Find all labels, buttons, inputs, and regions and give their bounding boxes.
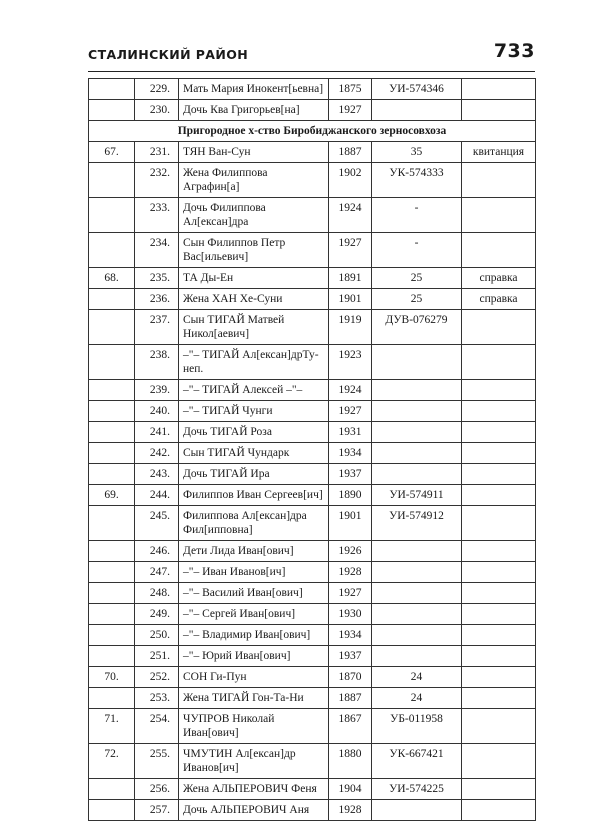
- person-name: Дочь АЛЬПЕРОВИЧ Аня: [179, 800, 329, 821]
- family-number: [89, 506, 135, 541]
- family-number: [89, 310, 135, 345]
- note: [462, 779, 536, 800]
- family-number: [89, 464, 135, 485]
- person-name: ТА Ды-Ен: [179, 268, 329, 289]
- person-name: –"– ТИГАЙ Чунги: [179, 401, 329, 422]
- person-number: 248.: [135, 583, 179, 604]
- table-row: [89, 198, 536, 233]
- person-number: 236.: [135, 289, 179, 310]
- document-number: [372, 583, 462, 604]
- birth-year: 1937: [329, 464, 372, 485]
- note: справка: [462, 289, 536, 310]
- table-row: [89, 401, 536, 422]
- birth-year: 1870: [329, 667, 372, 688]
- birth-year: 1887: [329, 688, 372, 709]
- person-number: 250.: [135, 625, 179, 646]
- document-number: [372, 380, 462, 401]
- document-number: ДУВ-076279: [372, 310, 462, 345]
- family-number: [89, 100, 135, 121]
- person-name: Сын ТИГАЙ Чундарк: [179, 443, 329, 464]
- family-number: [89, 604, 135, 625]
- birth-year: 1927: [329, 583, 372, 604]
- birth-year: 1937: [329, 646, 372, 667]
- table-row: [89, 541, 536, 562]
- person-number: 235.: [135, 268, 179, 289]
- note: [462, 800, 536, 821]
- register-table-body: [89, 79, 536, 821]
- family-number: [89, 422, 135, 443]
- note: [462, 625, 536, 646]
- document-number: 24: [372, 667, 462, 688]
- note: [462, 688, 536, 709]
- person-name: Дочь ТИГАЙ Ира: [179, 464, 329, 485]
- person-name: Сын Филиппов Петр Вас[ильевич]: [179, 233, 329, 268]
- birth-year: 1890: [329, 485, 372, 506]
- birth-year: 1928: [329, 562, 372, 583]
- table-row: [89, 667, 536, 688]
- person-number: 241.: [135, 422, 179, 443]
- table-row: [89, 800, 536, 821]
- birth-year: 1880: [329, 744, 372, 779]
- birth-year: 1902: [329, 163, 372, 198]
- document-number: [372, 345, 462, 380]
- note: [462, 163, 536, 198]
- person-name: Мать Мария Инокент[ьевна]: [179, 79, 329, 100]
- table-row: [89, 163, 536, 198]
- birth-year: 1891: [329, 268, 372, 289]
- person-name: –"– ТИГАЙ Ал[ексан]дрТу-неп.: [179, 345, 329, 380]
- person-name: Дочь Ква Григорьев[на]: [179, 100, 329, 121]
- table-row: [89, 268, 536, 289]
- table-row: [89, 443, 536, 464]
- note: [462, 485, 536, 506]
- table-row: [89, 79, 536, 100]
- person-number: 255.: [135, 744, 179, 779]
- document-number: [372, 443, 462, 464]
- birth-year: 1904: [329, 779, 372, 800]
- family-number: [89, 79, 135, 100]
- person-number: 249.: [135, 604, 179, 625]
- person-number: 232.: [135, 163, 179, 198]
- note: [462, 345, 536, 380]
- note: [462, 562, 536, 583]
- note: [462, 380, 536, 401]
- note: справка: [462, 268, 536, 289]
- table-row: [89, 625, 536, 646]
- table-row: [89, 380, 536, 401]
- birth-year: 1875: [329, 79, 372, 100]
- family-number: 67.: [89, 142, 135, 163]
- table-row: [89, 289, 536, 310]
- family-number: [89, 289, 135, 310]
- person-number: 230.: [135, 100, 179, 121]
- person-number: 244.: [135, 485, 179, 506]
- table-row: [89, 310, 536, 345]
- birth-year: 1927: [329, 233, 372, 268]
- note: [462, 744, 536, 779]
- person-number: 234.: [135, 233, 179, 268]
- person-number: 257.: [135, 800, 179, 821]
- person-name: –"– Юрий Иван[ович]: [179, 646, 329, 667]
- person-name: Сын ТИГАЙ Матвей Никол[аевич]: [179, 310, 329, 345]
- family-number: [89, 688, 135, 709]
- note: [462, 422, 536, 443]
- person-name: ТЯН Ван-Сун: [179, 142, 329, 163]
- birth-year: 1927: [329, 401, 372, 422]
- family-number: 69.: [89, 485, 135, 506]
- note: [462, 443, 536, 464]
- table-row: [89, 422, 536, 443]
- note: [462, 709, 536, 744]
- birth-year: 1901: [329, 289, 372, 310]
- document-number: [372, 464, 462, 485]
- person-name: Жена ХАН Хе-Суни: [179, 289, 329, 310]
- note: [462, 401, 536, 422]
- note: [462, 79, 536, 100]
- person-name: Дети Лида Иван[ович]: [179, 541, 329, 562]
- person-number: 242.: [135, 443, 179, 464]
- document-number: УИ-574912: [372, 506, 462, 541]
- person-name: Дочь Филиппова Ал[ексан]дра: [179, 198, 329, 233]
- birth-year: 1923: [329, 345, 372, 380]
- table-row: [89, 779, 536, 800]
- person-number: 239.: [135, 380, 179, 401]
- family-number: [89, 562, 135, 583]
- person-number: 240.: [135, 401, 179, 422]
- document-number: [372, 401, 462, 422]
- person-name: –"– Иван Иванов[ич]: [179, 562, 329, 583]
- document-number: УИ-574911: [372, 485, 462, 506]
- family-number: [89, 625, 135, 646]
- document-number: 25: [372, 268, 462, 289]
- birth-year: 1927: [329, 100, 372, 121]
- document-number: [372, 562, 462, 583]
- person-number: 254.: [135, 709, 179, 744]
- note: [462, 583, 536, 604]
- table-row: [89, 485, 536, 506]
- note: [462, 541, 536, 562]
- birth-year: 1867: [329, 709, 372, 744]
- family-number: [89, 380, 135, 401]
- note: [462, 198, 536, 233]
- document-number: [372, 800, 462, 821]
- family-number: 70.: [89, 667, 135, 688]
- birth-year: 1919: [329, 310, 372, 345]
- family-number: [89, 541, 135, 562]
- note: квитанция: [462, 142, 536, 163]
- birth-year: 1924: [329, 380, 372, 401]
- document-number: [372, 604, 462, 625]
- document-number: УК-574333: [372, 163, 462, 198]
- register-table: [88, 78, 536, 821]
- document-number: УК-667421: [372, 744, 462, 779]
- person-name: Филиппова Ал[ексан]дра Фил[ипповна]: [179, 506, 329, 541]
- document-number: [372, 625, 462, 646]
- person-number: 233.: [135, 198, 179, 233]
- person-number: 252.: [135, 667, 179, 688]
- family-number: [89, 443, 135, 464]
- family-number: [89, 646, 135, 667]
- section-title: Пригородное х-ство Биробиджанского зерносовхоза: [89, 121, 536, 142]
- family-number: 68.: [89, 268, 135, 289]
- person-number: 243.: [135, 464, 179, 485]
- note: [462, 310, 536, 345]
- document-number: [372, 100, 462, 121]
- person-name: ЧУПРОВ Николай Иван[ович]: [179, 709, 329, 744]
- table-row: [89, 562, 536, 583]
- birth-year: 1934: [329, 625, 372, 646]
- note: [462, 506, 536, 541]
- birth-year: 1924: [329, 198, 372, 233]
- note: [462, 667, 536, 688]
- family-number: [89, 345, 135, 380]
- family-number: [89, 800, 135, 821]
- person-number: 251.: [135, 646, 179, 667]
- family-number: [89, 401, 135, 422]
- table-row: [89, 142, 536, 163]
- person-number: 247.: [135, 562, 179, 583]
- family-number: [89, 583, 135, 604]
- document-number: 25: [372, 289, 462, 310]
- birth-year: 1926: [329, 541, 372, 562]
- table-row: [89, 709, 536, 744]
- person-name: Жена АЛЬПЕРОВИЧ Феня: [179, 779, 329, 800]
- page-header: [88, 40, 535, 70]
- family-number: [89, 779, 135, 800]
- person-name: Жена Филиппова Аграфин[а]: [179, 163, 329, 198]
- person-number: 231.: [135, 142, 179, 163]
- family-number: [89, 198, 135, 233]
- document-number: [372, 646, 462, 667]
- person-number: 256.: [135, 779, 179, 800]
- table-row: [89, 688, 536, 709]
- document-number: [372, 422, 462, 443]
- person-name: Дочь ТИГАЙ Роза: [179, 422, 329, 443]
- note: [462, 646, 536, 667]
- person-number: 238.: [135, 345, 179, 380]
- document-number: -: [372, 198, 462, 233]
- note: [462, 604, 536, 625]
- family-number: 72.: [89, 744, 135, 779]
- table-row: [89, 583, 536, 604]
- table-row: [89, 345, 536, 380]
- table-row: [89, 464, 536, 485]
- page-number: 733: [493, 40, 535, 62]
- person-number: 229.: [135, 79, 179, 100]
- family-number: 71.: [89, 709, 135, 744]
- person-number: 246.: [135, 541, 179, 562]
- document-number: 35: [372, 142, 462, 163]
- person-name: СОН Ги-Пун: [179, 667, 329, 688]
- birth-year: 1928: [329, 800, 372, 821]
- birth-year: 1930: [329, 604, 372, 625]
- table-row: [89, 744, 536, 779]
- note: [462, 100, 536, 121]
- document-number: -: [372, 233, 462, 268]
- person-name: –"– ТИГАЙ Алексей –"–: [179, 380, 329, 401]
- birth-year: 1901: [329, 506, 372, 541]
- table-row: [89, 100, 536, 121]
- header-rule: [88, 71, 535, 72]
- document-number: УИ-574346: [372, 79, 462, 100]
- person-name: –"– Сергей Иван[ович]: [179, 604, 329, 625]
- table-row: [89, 604, 536, 625]
- document-number: УИ-574225: [372, 779, 462, 800]
- table-row: [89, 506, 536, 541]
- family-number: [89, 233, 135, 268]
- document-number: 24: [372, 688, 462, 709]
- document-number: [372, 541, 462, 562]
- section-row: [89, 121, 536, 142]
- family-number: [89, 163, 135, 198]
- table-row: [89, 646, 536, 667]
- running-title: СТАЛИНСКИЙ РАЙОН: [88, 47, 249, 62]
- note: [462, 464, 536, 485]
- person-name: –"– Владимир Иван[ович]: [179, 625, 329, 646]
- person-number: 253.: [135, 688, 179, 709]
- person-name: Филиппов Иван Сергеев[ич]: [179, 485, 329, 506]
- birth-year: 1934: [329, 443, 372, 464]
- birth-year: 1931: [329, 422, 372, 443]
- person-name: ЧМУТИН Ал[ексан]др Иванов[ич]: [179, 744, 329, 779]
- person-name: Жена ТИГАЙ Гон-Та-Ни: [179, 688, 329, 709]
- person-number: 237.: [135, 310, 179, 345]
- person-name: –"– Василий Иван[ович]: [179, 583, 329, 604]
- birth-year: 1887: [329, 142, 372, 163]
- document-number: УБ-011958: [372, 709, 462, 744]
- table-row: [89, 233, 536, 268]
- person-number: 245.: [135, 506, 179, 541]
- note: [462, 233, 536, 268]
